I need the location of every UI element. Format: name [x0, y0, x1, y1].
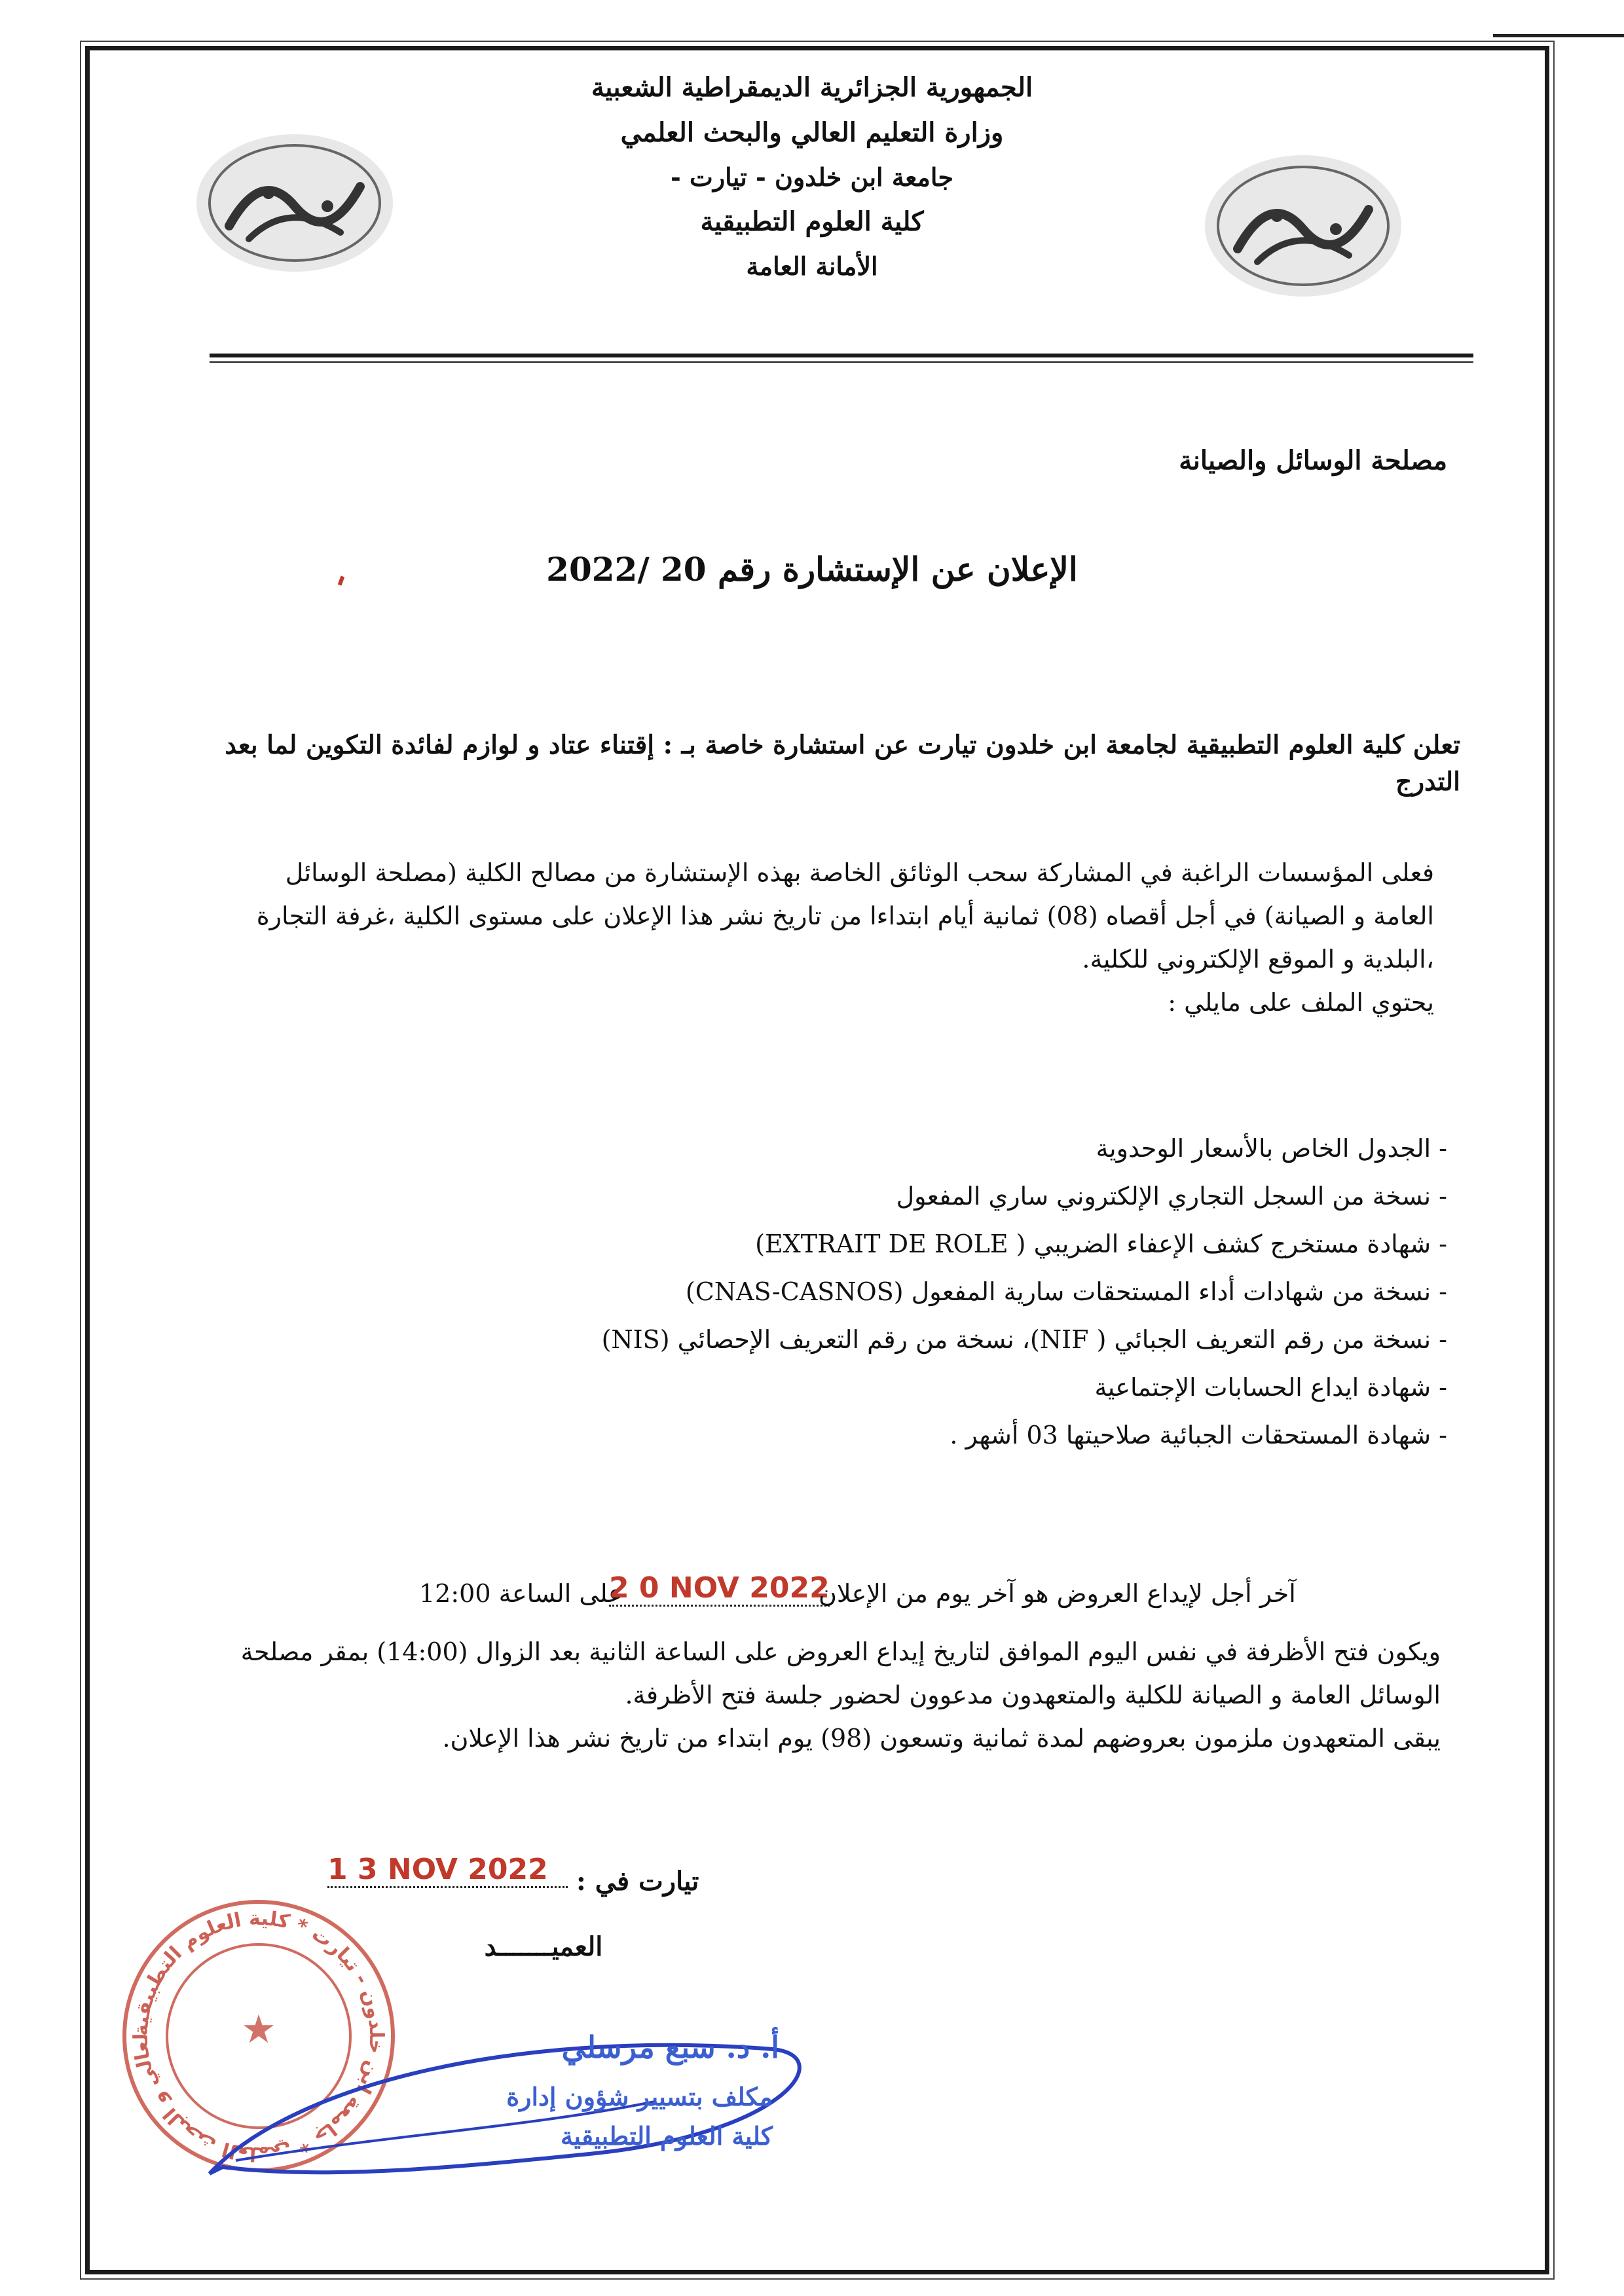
list-item: - شهادة مستخرج كشف الإعفاء الضريبي ( EXTRAIT DE ROLE)	[755, 1230, 1447, 1258]
paragraph-line: فعلى المؤسسات الراغبة في المشاركة سحب الوثائق الخاصة بهذه الإستشارة من مصالح الكلية (مصلحة الوسائل	[285, 858, 1434, 887]
list-item: - نسخة من السجل التجاري الإلكتروني ساري المفعول	[896, 1182, 1447, 1211]
header-divider	[210, 354, 1473, 357]
header-divider-thin	[210, 361, 1473, 363]
top-scan-line	[1493, 34, 1624, 37]
opening-paragraph	[157, 1630, 1441, 1760]
faculty-name: كلية العلوم التطبيقية	[700, 206, 924, 237]
republic-name: الجمهورية الجزائرية الديمقراطية الشعبية	[591, 72, 1033, 103]
paragraph-line: ،البلدية و الموقع الإلكتروني للكلية.	[1082, 945, 1434, 974]
intro-paragraph: تعلن كلية العلوم التطبيقية لجامعة ابن خلدون تيارت عن استشارة خاصة بـ : إقتناء عتاد و لوازم لفائدة التكوين لما بعد التدرج	[225, 730, 1460, 797]
documents-list	[393, 1125, 1447, 1459]
signatory-role-line1: مكلف بتسيير شؤون إدارة	[506, 2082, 773, 2111]
dean-title: العميـــــــد	[484, 1931, 603, 1962]
paragraph-line: العامة و الصيانة) في أجل أقصاه (08) ثمانية أيام ابتداءا من تاريخ نشر هذا الإعلان على مستوى الكلية ،غرفة التجارة	[256, 902, 1434, 930]
signatory-role-line2: كلية العلوم التطبيقية	[561, 2121, 773, 2151]
signatory-name: أ. د. سبع مرسلي	[561, 2030, 779, 2065]
logo-emblem-icon	[1198, 147, 1408, 304]
paragraph-line: ويكون فتح الأظرفة في نفس اليوم الموافق لتاريخ إيداع العروض على الساعة الثانية بعد الزوال (14:00) بمقر مصلحة	[240, 1637, 1441, 1666]
secretariat-name: الأمانة العامة	[746, 251, 878, 281]
list-item: - نسخة من رقم التعريف الجبائي ( NIF)، نسخة من رقم التعريف الإحصائي (NIS)	[601, 1325, 1447, 1354]
list-item: - الجدول الخاص بالأسعار الوحدوية	[1096, 1134, 1447, 1163]
logo-emblem-icon	[190, 128, 399, 278]
list-item: - نسخة من شهادات أداء المستحقات سارية المفعول (CNAS-CASNOS)	[685, 1277, 1447, 1306]
announcement-title: الإعلان عن الإستشارة رقم 20 /2022	[546, 550, 1078, 589]
university-logo-left	[190, 128, 399, 278]
header	[458, 72, 1166, 281]
university-name: جامعة ابن خلدون - تيارت -	[671, 162, 953, 192]
service-name: مصلحة الوسائل والصيانة	[1179, 445, 1447, 476]
place-date-stamp: 1 3 NOV 2022	[327, 1853, 568, 1888]
place-date-label: تيارت في :	[576, 1866, 699, 1897]
list-item: - شهادة ايداع الحسابات الإجتماعية	[1094, 1373, 1447, 1402]
svg-text:★: ★	[241, 2007, 276, 2052]
deadline-time-text: على الساعة 12:00	[419, 1579, 623, 1608]
round-stamp-text: لعالي و البحث العلمي * جامعة ابن خلدون - تيارت * كلية العلوم التطبيقية	[129, 1906, 388, 2166]
paragraph-withdraw-documents	[157, 851, 1434, 1024]
university-logo-right	[1198, 147, 1408, 304]
signature-block	[196, 2003, 851, 2200]
deadline-line	[393, 1571, 1296, 1617]
list-item: - شهادة المستحقات الجبائية صلاحيتها 03 أشهر .	[950, 1421, 1447, 1449]
file-contains-label: يحتوي الملف على مايلي :	[1168, 988, 1434, 1017]
ministry-name: وزارة التعليم العالي والبحث العلمي	[620, 117, 1004, 148]
validity-text: يبقى المتعهدون ملزمون بعروضهم لمدة ثمانية وتسعون (98) يوم ابتداء من تاريخ نشر هذا الإعلان.	[442, 1724, 1441, 1753]
deadline-date-stamp: 2 0 NOV 2022	[609, 1571, 830, 1607]
deadline-text: آخر أجل لإيداع العروض هو آخر يوم من الإعلان	[819, 1579, 1296, 1608]
paragraph-line: الوسائل العامة و الصيانة للكلية والمتعهدون مدعوون لحضور جلسة فتح الأظرفة.	[625, 1681, 1441, 1709]
